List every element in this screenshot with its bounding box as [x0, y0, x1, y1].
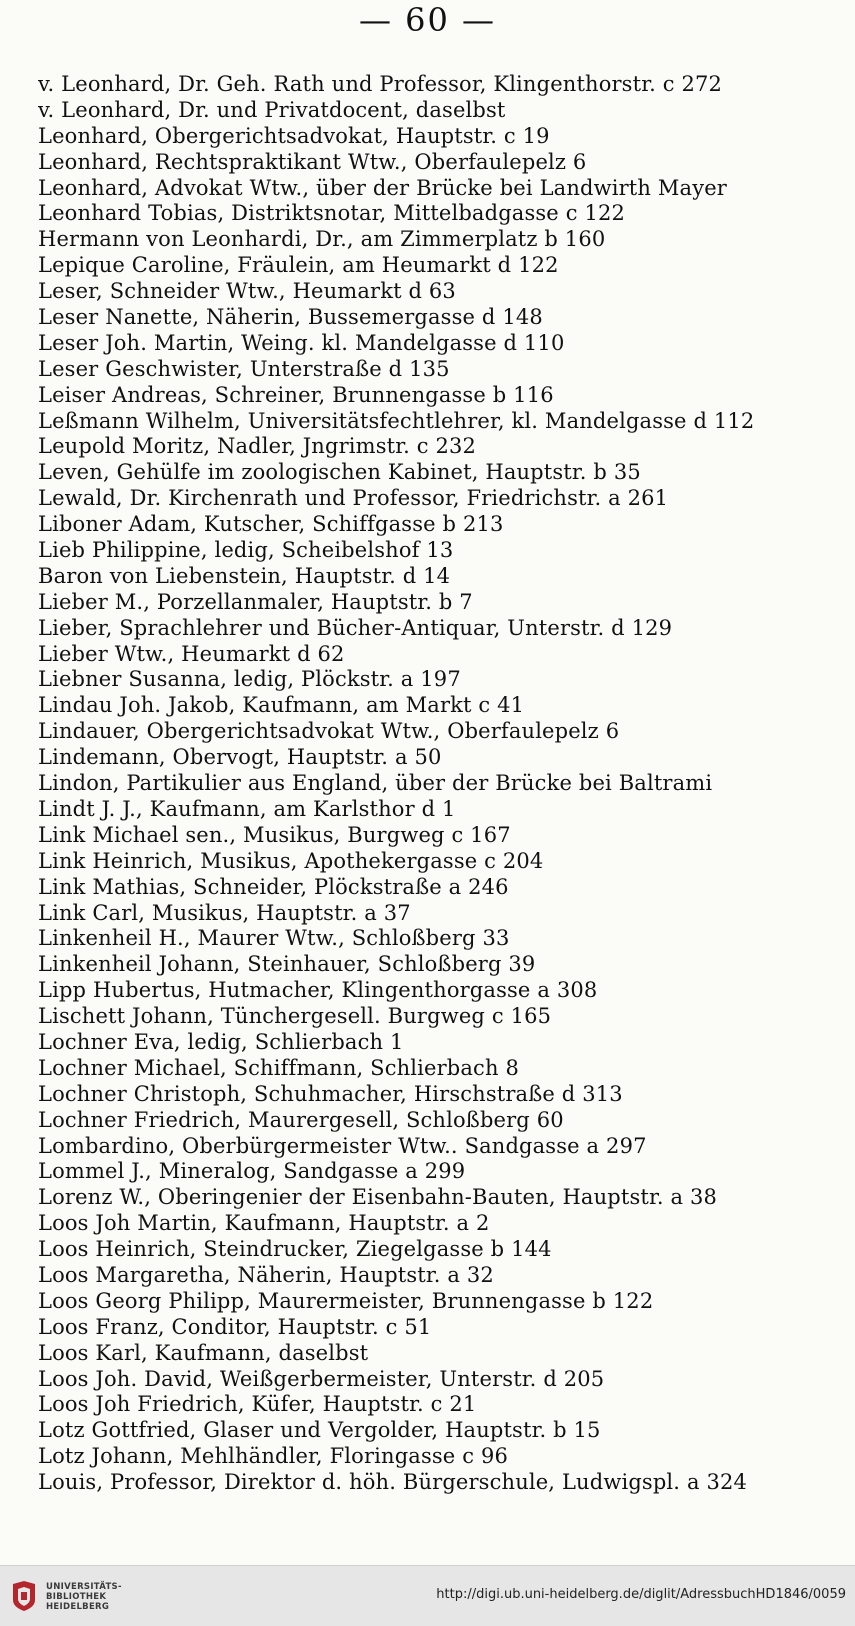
directory-entry: Linkenheil H., Maurer Wtw., Schloßberg 33 — [38, 926, 510, 951]
library-seal-icon — [10, 1580, 38, 1612]
directory-entry: Lochner Eva, ledig, Schlierbach 1 — [38, 1029, 404, 1054]
page-number-header: — 60 — — [358, 1, 497, 39]
directory-entry: Lochner Friedrich, Maurergesell, Schloßberg 60 — [38, 1107, 564, 1132]
directory-entry: Lochner Michael, Schiffmann, Schlierbach 8 — [38, 1055, 519, 1080]
directory-entry: Leonhard, Obergerichtsadvokat, Hauptstr. c 19 — [38, 123, 550, 148]
directory-entry: Leiser Andreas, Schreiner, Brunnengasse b 116 — [38, 382, 554, 407]
directory-entry: Lischett Johann, Tünchergesell. Burgweg c 165 — [38, 1004, 552, 1029]
directory-entry: Loos Joh Martin, Kaufmann, Hauptstr. a 2 — [38, 1211, 490, 1236]
directory-entry: Leßmann Wilhelm, Universitätsfechtlehrer, kl. Mandelgasse d 112 — [38, 408, 755, 433]
directory-entry: Lipp Hubertus, Hutmacher, Klingenthorgasse a 308 — [38, 978, 598, 1003]
viewer-footer — [0, 1565, 855, 1626]
directory-entry: Leser, Schneider Wtw., Heumarkt d 63 — [38, 279, 456, 304]
directory-entry: Lochner Christoph, Schuhmacher, Hirschstraße d 313 — [38, 1081, 623, 1106]
directory-entry: Baron von Liebenstein, Hauptstr. d 14 — [38, 563, 451, 588]
directory-entry: Lindauer, Obergerichtsadvokat Wtw., Oberfaulepelz 6 — [38, 719, 620, 744]
directory-entry: Loos Joh. David, Weißgerbermeister, Unterstr. d 205 — [38, 1366, 605, 1391]
document-permalink[interactable]: http://digi.ub.uni-heidelberg.de/diglit/AdressbuchHD1846/0059 — [436, 1587, 846, 1602]
directory-entry: Liboner Adam, Kutscher, Schiffgasse b 213 — [38, 512, 504, 537]
directory-entry: Lombardino, Oberbürgermeister Wtw.. Sandgasse a 297 — [38, 1133, 647, 1158]
directory-entry: Lindemann, Obervogt, Hauptstr. a 50 — [38, 745, 442, 770]
directory-entry: Lommel J., Mineralog, Sandgasse a 299 — [38, 1159, 466, 1184]
directory-entry: Loos Franz, Conditor, Hauptstr. c 51 — [38, 1314, 432, 1339]
directory-entry: Louis, Professor, Direktor d. höh. Bürgerschule, Ludwigspl. a 324 — [38, 1470, 747, 1495]
directory-entry: Leser Nanette, Näherin, Bussemergasse d 148 — [38, 305, 543, 330]
directory-entry: Leonhard Tobias, Distriktsnotar, Mittelbadgasse c 122 — [38, 201, 625, 226]
logo-line: UNIVERSITÄTS- — [46, 1582, 122, 1592]
directory-entry: v. Leonhard, Dr. und Privatdocent, daselbst — [38, 97, 506, 122]
directory-entry: Lorenz W., Oberingenier der Eisenbahn-Bauten, Hauptstr. a 38 — [38, 1185, 718, 1210]
directory-entry: Lotz Gottfried, Glaser und Vergolder, Hauptstr. b 15 — [38, 1418, 601, 1443]
directory-entry: Lotz Johann, Mehlhändler, Floringasse c 96 — [38, 1444, 508, 1469]
directory-entry: Hermann von Leonhardi, Dr., am Zimmerplatz b 160 — [38, 227, 606, 252]
directory-entry: Leonhard, Rechtspraktikant Wtw., Oberfaulepelz 6 — [38, 149, 587, 174]
directory-entry: Loos Margaretha, Näherin, Hauptstr. a 32 — [38, 1262, 494, 1287]
directory-entry: Loos Joh Friedrich, Küfer, Hauptstr. c 21 — [38, 1392, 477, 1417]
directory-entry: Lieber Wtw., Heumarkt d 62 — [38, 641, 345, 666]
directory-entry: Link Carl, Musikus, Hauptstr. a 37 — [38, 900, 411, 925]
directory-entry: Leser Joh. Martin, Weing. kl. Mandelgasse d 110 — [38, 330, 565, 355]
logo-line: HEIDELBERG — [46, 1602, 110, 1612]
directory-entry: v. Leonhard, Dr. Geh. Rath und Professor, Klingenthorstr. c 272 — [38, 72, 723, 96]
directory-entry: Loos Karl, Kaufmann, daselbst — [38, 1340, 369, 1365]
directory-entry: Liebner Susanna, ledig, Plöckstr. a 197 — [38, 667, 461, 692]
library-logo-text — [46, 1582, 122, 1612]
directory-entry: Leven, Gehülfe im zoologischen Kabinet, Hauptstr. b 35 — [38, 460, 641, 485]
directory-entry: Leser Geschwister, Unterstraße d 135 — [38, 356, 450, 381]
address-directory-list — [38, 72, 850, 1496]
directory-entry: Loos Georg Philipp, Maurermeister, Brunnengasse b 122 — [38, 1288, 654, 1313]
directory-entry: Linkenheil Johann, Steinhauer, Schloßberg 39 — [38, 952, 536, 977]
logo-line: BIBLIOTHEK — [46, 1592, 107, 1602]
directory-entry: Lieber, Sprachlehrer und Bücher-Antiquar, Unterstr. d 129 — [38, 615, 673, 640]
directory-entry: Lepique Caroline, Fräulein, am Heumarkt d 122 — [38, 253, 559, 278]
directory-entry: Leonhard, Advokat Wtw., über der Brücke bei Landwirth Mayer — [38, 175, 727, 200]
directory-entry: Loos Heinrich, Steindrucker, Ziegelgasse b 144 — [38, 1237, 552, 1262]
directory-entry: Link Michael sen., Musikus, Burgweg c 167 — [38, 822, 511, 847]
directory-entry: Lindt J. J., Kaufmann, am Karlsthor d 1 — [38, 796, 456, 821]
directory-entry: Lindau Joh. Jakob, Kaufmann, am Markt c 41 — [38, 693, 525, 718]
directory-entry: Lieber M., Porzellanmaler, Hauptstr. b 7 — [38, 589, 473, 614]
directory-entry: Leupold Moritz, Nadler, Jngrimstr. c 232 — [38, 434, 477, 459]
directory-entry: Link Heinrich, Musikus, Apothekergasse c 204 — [38, 848, 544, 873]
directory-entry: Link Mathias, Schneider, Plöckstraße a 246 — [38, 874, 509, 899]
directory-entry: Lewald, Dr. Kirchenrath und Professor, Friedrichstr. a 261 — [38, 486, 669, 511]
directory-entry: Lieb Philippine, ledig, Scheibelshof 13 — [38, 538, 454, 563]
directory-entry: Lindon, Partikulier aus England, über der Brücke bei Baltrami — [38, 771, 713, 796]
